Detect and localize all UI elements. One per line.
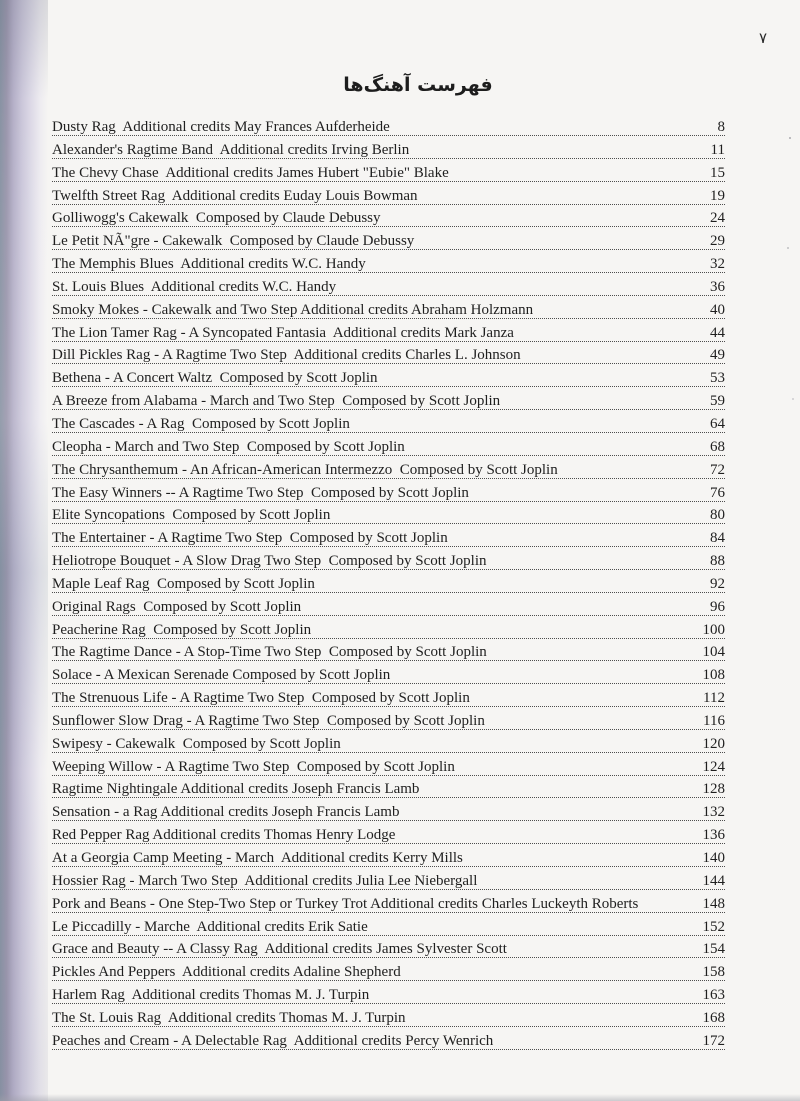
toc-entry[interactable] (52, 256, 725, 273)
toc-entry-title: Peaches and Cream - A Delectable Rag Additional credits Percy Wenrich (52, 1032, 494, 1049)
toc-entry-page-number: 19 (710, 187, 725, 204)
toc-entry[interactable] (52, 644, 725, 661)
toc-entry-page-number: 72 (710, 461, 725, 478)
toc-entry-page-number: 32 (710, 256, 725, 273)
toc-entry-title: Dusty Rag Additional credits May Frances Aufderheide (52, 119, 390, 135)
toc-entry-page-number: 15 (710, 164, 725, 181)
toc-entry[interactable] (52, 759, 725, 776)
toc-entry-title: Original Rags Composed by Scott Joplin (52, 598, 302, 615)
toc-entry-page-number: 144 (702, 872, 725, 889)
toc-entry-title: The Lion Tamer Rag - A Syncopated Fantasia Additional credits Mark Janza (52, 324, 514, 341)
toc-entry[interactable] (52, 325, 725, 342)
toc-entry[interactable] (52, 462, 725, 479)
toc-entry-page-number: 11 (710, 141, 725, 158)
toc-entry-page-number: 128 (702, 781, 725, 798)
toc-entry[interactable] (52, 188, 725, 205)
toc-entry-title: Harlem Rag Additional credits Thomas M. J. Turpin (52, 987, 370, 1004)
toc-entry-page-number: 68 (710, 438, 725, 455)
toc-entry[interactable] (52, 233, 725, 250)
toc-entry[interactable] (52, 987, 725, 1004)
toc-entry-title: Cleopha - March and Two Step Composed by Scott Joplin (52, 438, 405, 455)
toc-entry-page-number: 112 (703, 690, 725, 707)
toc-entry-title: The Cascades - A Rag Composed by Scott Joplin (52, 415, 350, 432)
toc-entry[interactable] (52, 416, 725, 433)
toc-entry-page-number: 152 (702, 918, 725, 935)
toc-entry[interactable] (52, 279, 725, 296)
toc-entry-title: The Easy Winners -- A Ragtime Two Step Composed by Scott Joplin (52, 484, 469, 501)
corner-page-number: ۷ (758, 29, 767, 47)
toc-entry-title: A Breeze from Alabama - March and Two Step Composed by Scott Joplin (52, 393, 501, 410)
toc-entry[interactable] (52, 142, 725, 159)
toc-entry-title: The St. Louis Rag Additional credits Thomas M. J. Turpin (52, 1009, 406, 1026)
toc-entry[interactable] (52, 370, 725, 387)
toc-list (52, 119, 725, 1056)
toc-entry-title: Grace and Beauty -- A Classy Rag Additional credits James Sylvester Scott (52, 941, 507, 958)
book-binding-edge (0, 0, 48, 1101)
toc-entry-page-number: 108 (702, 667, 725, 684)
toc-entry-title: The Chrysanthemum - An African-American Intermezzo Composed by Scott Joplin (52, 461, 558, 478)
toc-entry-title: Bethena - A Concert Waltz Composed by Scott Joplin (52, 370, 378, 387)
toc-entry[interactable] (52, 622, 725, 639)
toc-entry[interactable] (52, 736, 725, 753)
toc-entry[interactable] (52, 1010, 725, 1027)
toc-entry[interactable] (52, 393, 725, 410)
toc-entry[interactable] (52, 690, 725, 707)
toc-entry-page-number: 96 (710, 598, 725, 615)
toc-entry-page-number: 59 (710, 393, 725, 410)
toc-entry-page-number: 120 (702, 735, 725, 752)
toc-entry-page-number: 104 (702, 644, 725, 661)
toc-entry-title: The Memphis Blues Additional credits W.C. Handy (52, 256, 366, 273)
toc-entry[interactable] (52, 964, 725, 981)
toc-entry-title: Pork and Beans - One Step-Two Step or Turkey Trot Additional credits Charles Luckeyth Roberts (52, 895, 639, 912)
toc-entry-title: Smoky Mokes - Cakewalk and Two Step Additional credits Abraham Holzmann (52, 301, 534, 318)
toc-entry-title: The Entertainer - A Ragtime Two Step Composed by Scott Joplin (52, 530, 448, 547)
toc-entry-page-number: 88 (710, 553, 725, 570)
toc-entry-title: Elite Syncopations Composed by Scott Joplin (52, 507, 331, 524)
toc-entry-title: Solace - A Mexican Serenade Composed by Scott Joplin (52, 667, 391, 684)
toc-entry-title: Maple Leaf Rag Composed by Scott Joplin (52, 575, 315, 592)
toc-entry-title: Golliwogg's Cakewalk Composed by Claude Debussy (52, 210, 381, 227)
toc-entry-title: Twelfth Street Rag Additional credits Euday Louis Bowman (52, 187, 418, 204)
toc-entry-title: Red Pepper Rag Additional credits Thomas Henry Lodge (52, 827, 396, 844)
toc-entry[interactable] (52, 667, 725, 684)
toc-entry-page-number: 80 (710, 507, 725, 524)
page-title: فهرست آهنگ‌ها (343, 74, 493, 96)
toc-entry-title: The Chevy Chase Additional credits James Hubert "Eubie" Blake (52, 164, 449, 181)
toc-entry-page-number: 136 (702, 827, 725, 844)
toc-entry[interactable] (52, 530, 725, 547)
toc-entry[interactable] (52, 713, 725, 730)
toc-entry[interactable] (52, 850, 725, 867)
toc-entry-page-number: 40 (710, 301, 725, 318)
toc-entry-page-number: 154 (702, 941, 725, 958)
scan-speck-artifacts (0, 0, 2, 2)
toc-entry-title: Alexander's Ragtime Band Additional credits Irving Berlin (52, 141, 410, 158)
toc-entry-page-number: 100 (702, 621, 725, 638)
toc-entry-page-number: 132 (702, 804, 725, 821)
toc-entry[interactable] (52, 941, 725, 958)
toc-entry-title: Sunflower Slow Drag - A Ragtime Two Step Composed by Scott Joplin (52, 712, 485, 729)
toc-entry[interactable] (52, 576, 725, 593)
toc-entry-page-number: 172 (702, 1032, 725, 1049)
toc-entry-page-number: 116 (703, 712, 725, 729)
toc-entry-page-number: 148 (702, 895, 725, 912)
toc-entry[interactable] (52, 302, 725, 319)
toc-entry[interactable] (52, 919, 725, 936)
toc-entry-page-number: 163 (702, 987, 725, 1004)
toc-entry-page-number: 49 (710, 347, 725, 364)
toc-entry-page-number: 140 (702, 850, 725, 866)
toc-entry-page-number: 24 (710, 210, 725, 227)
toc-entry[interactable] (52, 119, 725, 136)
toc-entry-title: Peacherine Rag Composed by Scott Joplin (52, 621, 312, 638)
toc-entry-page-number: 168 (702, 1009, 725, 1026)
toc-entry-title: Swipesy - Cakewalk Composed by Scott Joplin (52, 735, 341, 752)
toc-entry-page-number: 44 (710, 324, 725, 341)
toc-entry-title: Dill Pickles Rag - A Ragtime Two Step Additional credits Charles L. Johnson (52, 347, 521, 364)
toc-entry-page-number: 84 (710, 530, 725, 547)
toc-entry[interactable] (52, 485, 725, 502)
toc-entry-page-number: 53 (710, 370, 725, 387)
toc-entry-page-number: 36 (710, 278, 725, 295)
toc-entry[interactable] (52, 165, 725, 182)
toc-entry-page-number: 76 (710, 484, 725, 501)
scan-bottom-edge (0, 1094, 800, 1101)
toc-entry[interactable] (52, 553, 725, 570)
toc-entry-page-number: 124 (702, 758, 725, 775)
toc-entry-title: Weeping Willow - A Ragtime Two Step Composed by Scott Joplin (52, 758, 455, 775)
toc-entry-title: Heliotrope Bouquet - A Slow Drag Two Step Composed by Scott Joplin (52, 553, 487, 570)
toc-entry[interactable] (52, 804, 725, 821)
toc-entry-page-number: 29 (710, 233, 725, 250)
toc-entry-title: Le Piccadilly - Marche Additional credits Erik Satie (52, 918, 368, 935)
toc-entry[interactable] (52, 347, 725, 364)
toc-entry-page-number: 64 (710, 415, 725, 432)
toc-entry[interactable] (52, 507, 725, 524)
toc-entry[interactable] (52, 210, 725, 227)
toc-entry[interactable] (52, 781, 725, 798)
toc-entry[interactable] (52, 896, 725, 913)
toc-entry[interactable] (52, 439, 725, 456)
toc-entry-title: Sensation - a Rag Additional credits Joseph Francis Lamb (52, 804, 400, 821)
toc-entry[interactable] (52, 599, 725, 616)
toc-entry-title: The Ragtime Dance - A Stop-Time Two Step Composed by Scott Joplin (52, 644, 487, 661)
toc-entry-title: Le Petit NÃ"gre - Cakewalk Composed by Claude Debussy (52, 233, 415, 250)
toc-entry-title: Ragtime Nightingale Additional credits Joseph Francis Lamb (52, 781, 420, 798)
toc-entry[interactable] (52, 1033, 725, 1050)
toc-entry-title: Hossier Rag - March Two Step Additional credits Julia Lee Niebergall (52, 872, 478, 889)
toc-entry-title: At a Georgia Camp Meeting - March Additional credits Kerry Mills (52, 850, 463, 866)
toc-entry-page-number: 92 (710, 575, 725, 592)
toc-entry-title: Pickles And Peppers Additional credits Adaline Shepherd (52, 964, 401, 981)
toc-entry[interactable] (52, 873, 725, 890)
toc-entry-title: St. Louis Blues Additional credits W.C. Handy (52, 278, 337, 295)
toc-entry-page-number: 158 (702, 964, 725, 981)
toc-entry-title: The Strenuous Life - A Ragtime Two Step Composed by Scott Joplin (52, 690, 470, 707)
toc-entry-page-number: 8 (717, 119, 725, 135)
toc-entry[interactable] (52, 827, 725, 844)
